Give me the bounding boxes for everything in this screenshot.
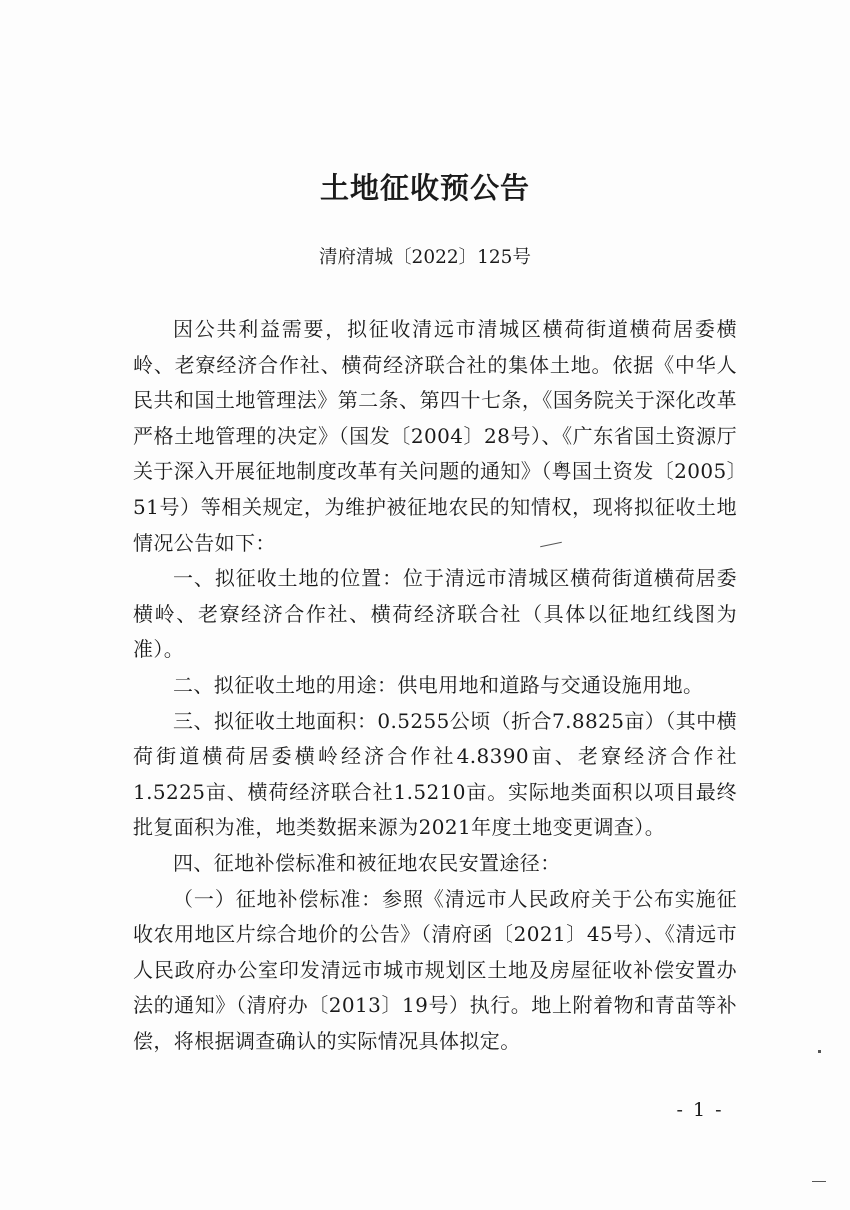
paragraph-area: 三、拟征收土地面积：0.5255公顷（折合7.8825亩）（其中横荷街道横荷居委横岭经济合作社4.8390亩、老寮经济合作社1.5225亩、横荷经济联合社1.5210亩。实际地类面积以项目最终批复面积为准，地类数据来源为2021年度土地变更调查）。 [133,708,737,840]
page-number: - 1 - [676,1099,724,1121]
page-title: 土地征收预公告 [319,171,530,205]
paragraph-usage: 二、拟征收土地的用途：供电用地和道路与交通设施用地。 [173,672,704,697]
paragraph-location: 一、拟征收土地的位置：位于清远市清城区横荷街道横荷居委横岭、老寮经济合作社、横荷经济联合社（具体以征地红线图为准）。 [133,566,737,662]
paragraph-compensation-heading: 四、征地补偿标准和被征地农民安置途径： [173,850,561,875]
document-number: 清府清城〔2022〕125号 [319,247,531,268]
scan-speck [818,1050,821,1053]
paragraph-compensation-standard: （一）征地补偿标准：参照《清远市人民政府关于公布实施征收农用地区片综合地价的公告》（清府函〔2021〕45号）、《清远市人民政府办公室印发清远市城市规划区土地及房屋征收补偿安置办法的通知》（清府办〔2013〕19号）执行。地上附着物和青苗等补偿，将根据调查确认的实际情况具体拟定。 [133,886,737,1053]
document-body [133,312,737,1059]
paragraph-intro: 因公共利益需要，拟征收清远市清城区横荷街道横荷居委横岭、老寮经济合作社、横荷经济联合社的集体土地。依据《中华人民共和国土地管理法》第二条、第四十七条，《国务院关于深化改革严格土地管理的决定》（国发〔2004〕28号）、《广东省国土资源厅关于深入开展征地制度改革有关问题的通知》（粤国土资发〔2005〕51号）等相关规定，为维护被征地农民的知情权，现将拟征收土地情况公告如下： [133,317,737,555]
scan-speck [812,1181,826,1182]
